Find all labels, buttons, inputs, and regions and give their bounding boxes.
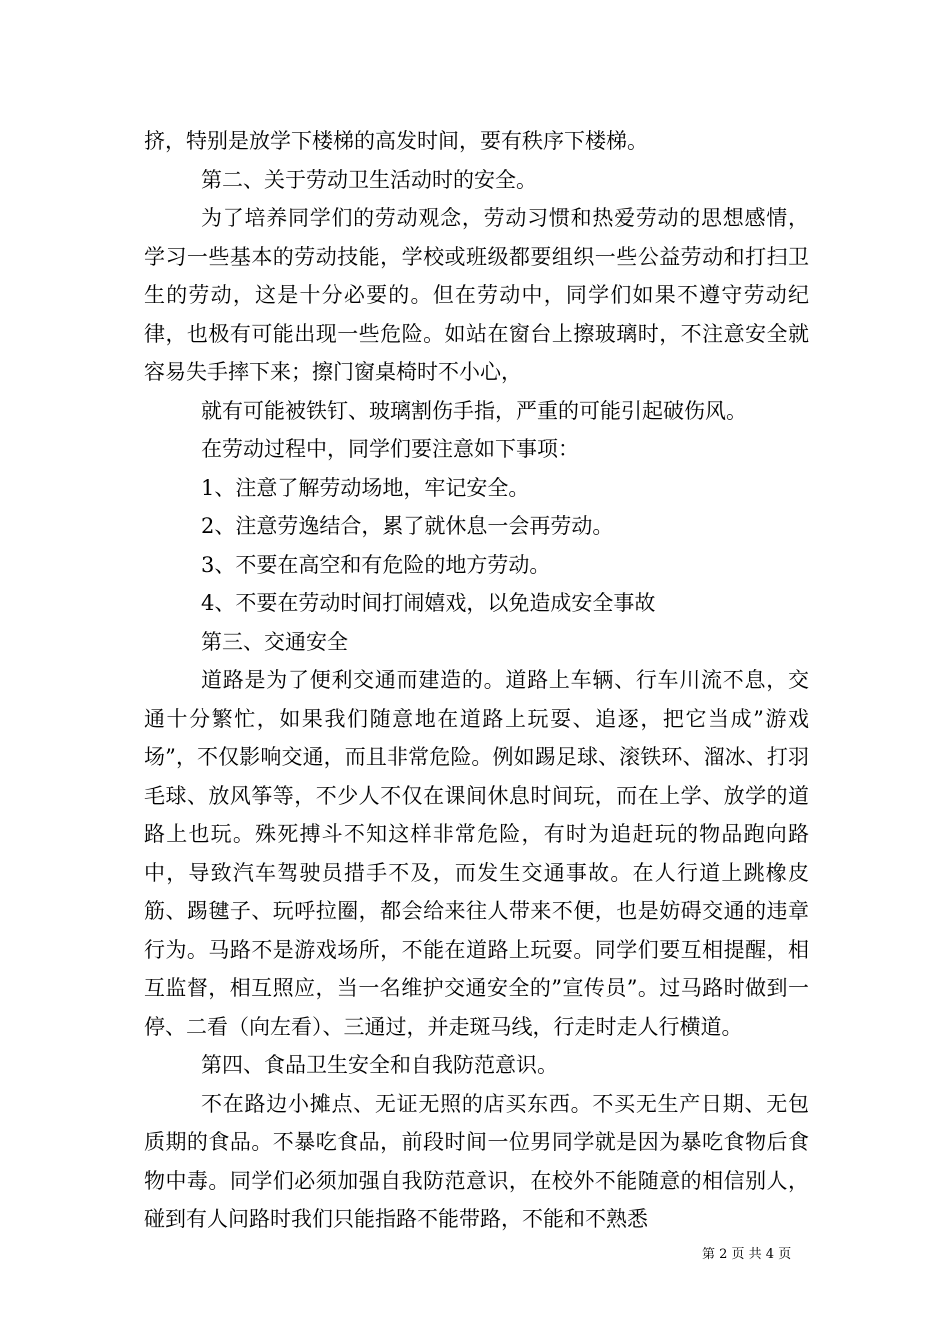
list-item-1: 1、注意了解劳动场地，牢记安全。 bbox=[201, 475, 530, 500]
heading-food-safety: 第四、食品卫生安全和自我防范意识。 bbox=[201, 1053, 558, 1077]
heading-labor-safety: 第二、关于劳动卫生活动时的安全。 bbox=[201, 167, 537, 192]
list-item-4: 4、不要在劳动时间打闹嬉戏，以免造成安全事故 bbox=[201, 591, 656, 615]
paragraph-traffic: 道路是为了便利交通而建造的。道路上车辆、行车川流不息，交通十分繁忙，如果我们随意地在道路上玩耍、追逐，把它当成”游戏场”，不仅影响交通，而且非常危险。例如踢足球、滚铁环、溜冰、打羽毛球、放风筝等，不少人不仅在课间休息时间玩，而在上学、放学的道路上也玩。殊死搏斗不知这样非常危险，有时为追赶玩的物品跑向路中，导致汽车驾驶员措手不及，而发生交通事故。在人行道上跳橡皮筋、踢毽子、玩呼拉圈，都会给来往人带来不便，也是妨碍交通的违章行为。马路不是游戏场所，不能在道路上玩耍。同学们要互相提醒，相互监督，相互照应，当一名维护交通安全的”宣传员”。过马路时做到一停、二看（向左看）、三通过，并走斑马线，行走时走人行横道。 bbox=[144, 668, 809, 1039]
list-item-3: 3、不要在高空和有危险的地方劳动。 bbox=[201, 552, 551, 577]
paragraph-food: 不在路边小摊点、无证无照的店买东西。不买无生产日期、无包质期的食品。不暴吃食品，前段时间一位男同学就是因为暴吃食物后食物中毒。同学们必须加强自我防范意识，在校外不能随意的相信别人，碰到有人问路时我们只能指路不能带路，不能和不熟悉 bbox=[144, 1091, 809, 1231]
document-body bbox=[144, 122, 809, 1239]
paragraph-labor-notes-intro: 在劳动过程中，同学们要注意如下事项： bbox=[201, 437, 579, 461]
heading-traffic-safety: 第三、交通安全 bbox=[201, 629, 348, 654]
paragraph-labor-injury: 就有可能被铁钉、玻璃割伤手指，严重的可能引起破伤风。 bbox=[201, 398, 747, 423]
page-number: 第 2 页 共 4 页 bbox=[702, 1247, 792, 1262]
list-item-2: 2、注意劳逸结合，累了就休息一会再劳动。 bbox=[201, 514, 614, 538]
paragraph-continuation: 挤，特别是放学下楼梯的高发时间，要有秩序下楼梯。 bbox=[144, 129, 648, 153]
paragraph-labor-intro: 为了培养同学们的劳动观念，劳动习惯和热爱劳动的思想感情，学习一些基本的劳动技能，学校或班级都要组织一些公益劳动和打扫卫生的劳动，这是十分必要的。但在劳动中，同学们如果不遵守劳动纪律，也极有可能出现一些危险。如站在窗台上擦玻璃时，不注意安全就容易失手摔下来；擦门窗桌椅时不小心， bbox=[144, 206, 809, 384]
